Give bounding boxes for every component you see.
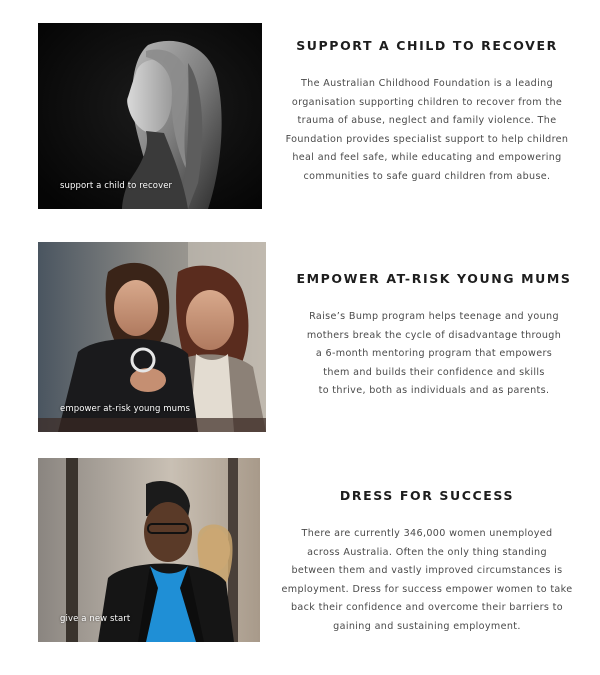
body-line: communities to safe guard children from abuse. — [303, 170, 551, 182]
dress-success-image-caption: give a new start — [60, 614, 131, 624]
body-line: mothers break the cycle of disadvantage through — [306, 329, 562, 341]
young-mums-description — [275, 308, 593, 401]
body-line: There are currently 346,000 women unemployed — [301, 528, 553, 539]
dress-success-image-link[interactable] — [38, 458, 260, 642]
dress-success-heading: DRESS FOR SUCCESS — [339, 488, 515, 503]
body-line: employment. Dress for success empower women to take — [281, 583, 573, 595]
support-child-image-caption: support a child to recover — [60, 181, 173, 191]
dress-success-text-block — [268, 488, 586, 637]
body-line: across Australia. Often the only thing standing — [307, 546, 547, 558]
support-child-image-link[interactable] — [38, 23, 262, 209]
body-line: between them and vastly improved circumstances is — [291, 565, 563, 577]
body-line: heal and feel safe, while educating and empowering — [292, 152, 562, 164]
body-line: back their confidence and overcome their barriers to — [290, 602, 564, 614]
body-line: trauma of abuse, neglect and family violence. The — [297, 115, 557, 127]
support-child-text-block — [268, 38, 586, 187]
body-line: Foundation provides specialist support to help children — [285, 133, 569, 145]
young-mums-image-caption: empower at-risk young mums — [60, 404, 191, 414]
young-mums-image-link[interactable] — [38, 242, 266, 432]
body-line: gaining and sustaining employment. — [333, 620, 521, 632]
body-line: Raise’s Bump program helps teenage and young — [309, 311, 559, 322]
young-mums-heading: EMPOWER AT-RISK YOUNG MUMS — [296, 271, 572, 286]
support-child-heading: SUPPORT A CHILD TO RECOVER — [296, 38, 558, 53]
young-mums-text-block — [275, 271, 593, 401]
body-line: a 6-month mentoring program that empowers — [315, 348, 553, 360]
body-line: organisation supporting children to recover from the — [291, 96, 563, 108]
support-child-description — [268, 75, 586, 187]
body-line: to thrive, both as individuals and as parents. — [318, 385, 550, 397]
dress-success-description — [268, 525, 586, 637]
body-line: them and builds their confidence and skills — [323, 366, 545, 378]
body-line: The Australian Childhood Foundation is a leading — [300, 78, 554, 89]
